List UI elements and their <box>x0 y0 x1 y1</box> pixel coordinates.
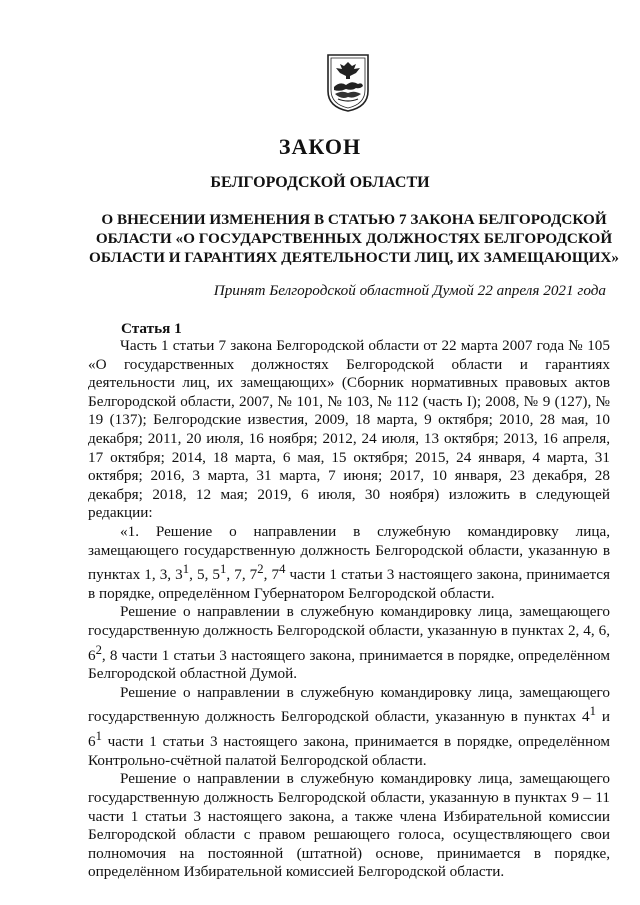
article-heading: Статья 1 <box>121 320 182 337</box>
superscript: 1 <box>182 562 190 577</box>
article-body <box>88 337 610 882</box>
law-heading: ЗАКОН <box>278 134 362 159</box>
text-run: и 6 <box>88 708 610 751</box>
text-run: части 1 статьи 3 настоящего закона, принимается в порядке, определённом Губернатором Белгородской области. <box>88 566 611 602</box>
superscript: 2 <box>95 642 102 657</box>
coat-of-arms-icon <box>326 53 370 113</box>
text-run: Решение о направлении в служебную командировку лица, замещающего государственную должность Белгородской области, указанную в пунктах 4 <box>88 683 610 726</box>
superscript: 4 <box>279 562 286 577</box>
superscript: 1 <box>220 562 227 577</box>
adoption-note: Принят Белгородской областной Думой 22 апреля 2021 года <box>213 282 606 299</box>
text-run: Решение о направлении в служебную командировку лица, замещающего государственную должность Белгородской области, указанную в пунктах 2, 4, 6, 6 <box>88 603 610 664</box>
superscript: 1 <box>95 729 102 744</box>
superscript: 1 <box>589 704 596 719</box>
text-run: части 1 статьи 3 настоящего закона, принимается в порядке, определённом Контрольно-счётной палатой Белгородской области. <box>88 733 610 769</box>
text-run: , 8 части 1 статьи 3 настоящего закона, принимается в порядке, определённом Белгородской областной Думой. <box>88 646 610 683</box>
paragraph-1: Часть 1 статьи 7 закона Белгородской области от 22 марта 2007 года № 105 «О государственных должностях Белгородской области и гарантиях деятельности лиц, их замещающих» (Сборник нормативных правовых актов Белгородской области, 2007, № 101, № 103, № 112 (часть I); 2008, № 9 (127), № 19 (137); Белгородские известия, 2009, 18 марта, 9 октября; 2010, 28 мая, 10 декабря; 2011, 20 июля, 16 ноября; 2012, 24 июля, 13 октября; 2013, 16 апреля, 17 октября; 2014, 18 марта, 6 мая, 15 октября; 2015, 24 января, 4 марта, 31 октября; 2016, 3 марта, 31 марта, 7 июня; 2017, 10 января, 23 декабря, 28 декабря; 2018, 12 мая; 2019, 6 июля, 30 ноября) изложить в следующей редакции: <box>88 337 610 522</box>
law-title: О ВНЕСЕНИИ ИЗМЕНЕНИЯ В СТАТЬЮ 7 ЗАКОНА БЕЛГОРОДСКОЙ ОБЛАСТИ «О ГОСУДАРСТВЕННЫХ ДОЛЖНОСТЯХ БЕЛГОРОДСКОЙ ОБЛАСТИ И ГАРАНТИЯХ ДЕЯТЕЛЬНОСТИ ЛИЦ, ИХ ЗАМЕЩАЮЩИХ» <box>89 211 619 266</box>
superscript: 2 <box>257 562 264 577</box>
text-run: , 5, 5 <box>189 566 221 584</box>
paragraph-2 <box>88 523 610 603</box>
region-heading: БЕЛГОРОДСКОЙ ОБЛАСТИ <box>210 174 430 191</box>
text-run: , 7, 7 <box>226 566 258 584</box>
text-run: «1. Решение о направлении в служебную командировку лица, замещающего государственную должность Белгородской области, указанную в пунктах 1, 3, 3 <box>88 522 610 584</box>
paragraph-3 <box>88 603 610 683</box>
paragraph-4 <box>88 684 610 771</box>
paragraph-5: Решение о направлении в служебную командировку лица, замещающего государственную должность Белгородской области, указанную в пунктах 9 – 11 части 1 статьи 3 настоящего закона, а также члена Избирательной комиссии Белгородской области с правом решающего голоса, осуществляющего свои полномочия на постоянной (штатной) основе, принимается в порядке, определённом Избирательной комиссией Белгородской области. <box>88 770 610 881</box>
text-run: , 7 <box>263 566 280 584</box>
